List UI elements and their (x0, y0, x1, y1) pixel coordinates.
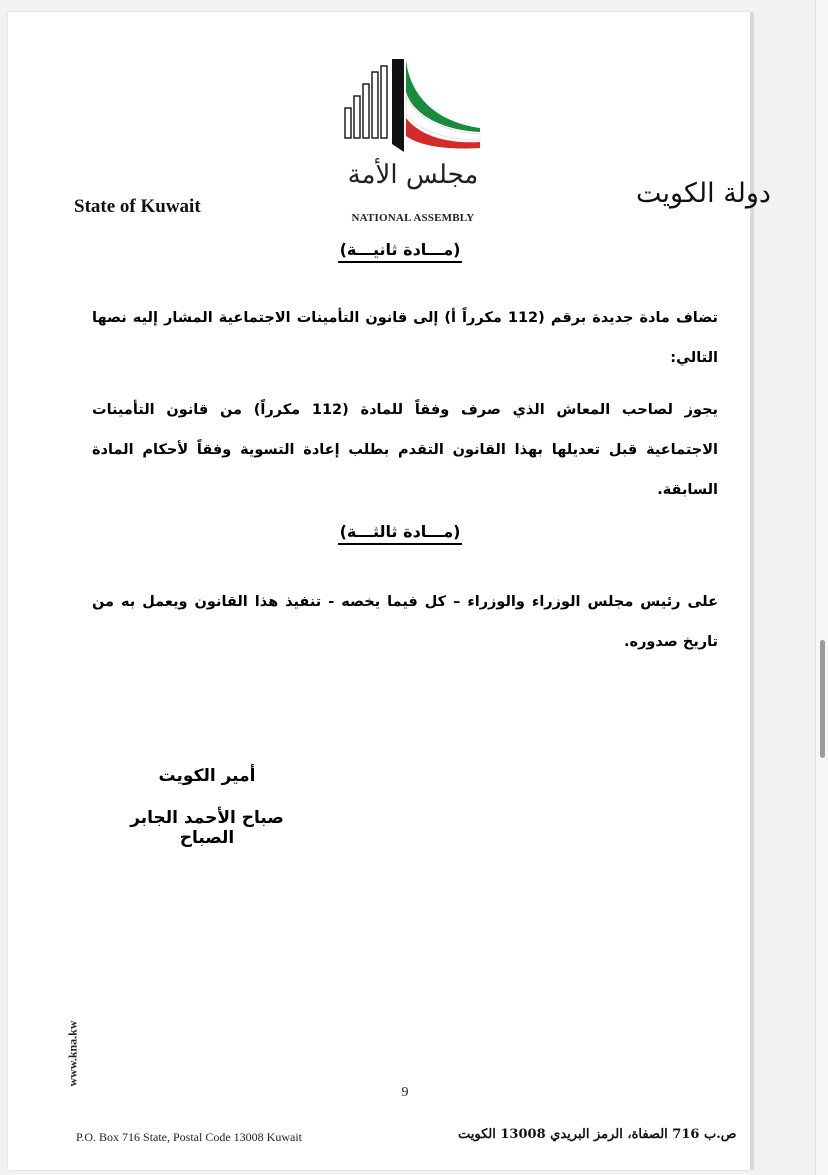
article-3-heading: (مـــادة ثالثـــة) (338, 522, 463, 545)
article-3-paragraph-1: على رئيس مجلس الوزراء والوزراء – كل فيما يخصه - تنفيذ هذا القانون ويعمل به من تاريخ صدوره. (92, 594, 718, 650)
article-2-paragraph-1: تضاف مادة جديدة برقم (112 مكرراً أ) إلى قانون التأمينات الاجتماعية المشار إليه نصها التالي: (92, 310, 718, 366)
footer-english-address: P.O. Box 716 State, Postal Code 13008 Kuwait (76, 1130, 303, 1144)
footer-arabic-address: ص.ب 716 الصفاة، الرمز البريدي 13008 الكويت (458, 1127, 737, 1142)
logo-english-name: NATIONAL ASSEMBLY (351, 212, 475, 224)
signature-name: صباح الأحمد الجابر الصباح (130, 808, 284, 848)
page-number: 9 (401, 1085, 409, 1100)
vertical-scrollbar[interactable] (815, 0, 828, 1175)
article-heading (200, 522, 600, 545)
article-2-heading: (مـــادة ثانيـــة) (338, 240, 463, 263)
website-link: www.kna.kw (65, 1020, 80, 1087)
logo-arabic-name: مجلس الأمة (347, 160, 479, 190)
article-2-paragraph-2: يجوز لصاحب المعاش الذي صرف وفقاً للمادة (112 مكرراً) من قانون التأمينات الاجتماعية قبل تعديلها بهذا القانون التقدم بطلب إعادة التسوية وفقاً لأحكام المادة السابقة. (92, 402, 718, 498)
national-assembly-logo (340, 56, 486, 236)
signature-title: أمير الكويت (158, 766, 256, 786)
header-arabic-title: دولة الكويت (636, 178, 771, 209)
article-heading (200, 240, 600, 263)
header-english-title: State of Kuwait (74, 196, 201, 217)
scrollbar-thumb[interactable] (820, 640, 825, 758)
assembly-building-emblem-icon (340, 56, 486, 156)
